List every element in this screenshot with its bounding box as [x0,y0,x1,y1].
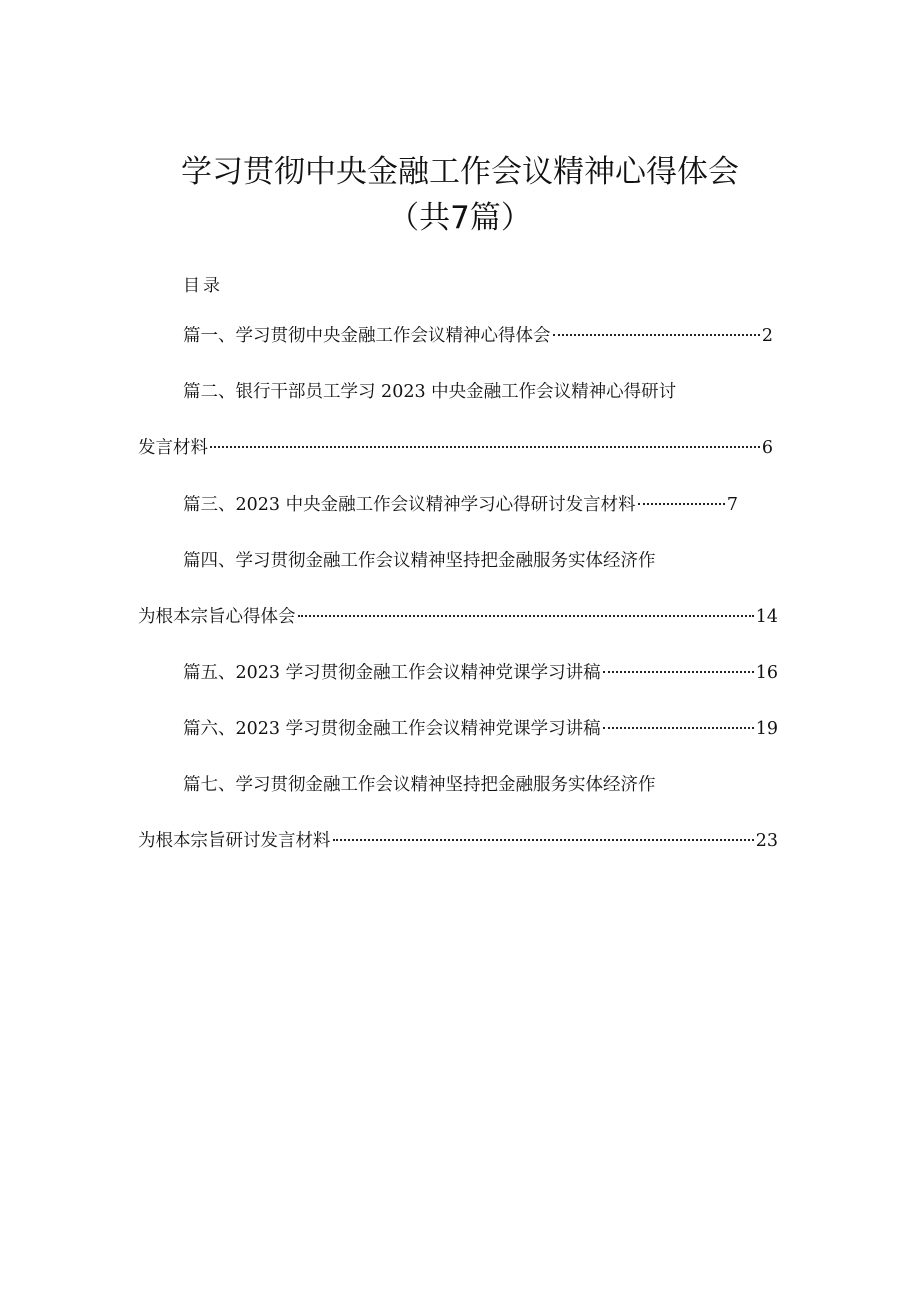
toc-entry-4[interactable] [138,604,778,630]
toc-entry-title: 篇三、2023 中央金融工作会议精神学习心得研讨发言材料 [183,495,636,515]
document-subtitle: （共7篇） [388,200,532,236]
toc-entry-title: 发言材料 [138,438,208,458]
document-title: 学习贯彻中央金融工作会议精神心得体会 [181,154,739,190]
toc-heading: 目录 [183,276,223,296]
toc-entry-title: 为根本宗旨心得体会 [138,607,296,627]
toc-entry-1[interactable] [183,323,773,349]
toc-leader-dots [638,503,725,505]
toc-leader-dots [603,727,754,729]
toc-entry-7-line1[interactable]: 篇七、学习贯彻金融工作会议精神坚持把金融服务实体经济作 [183,775,656,795]
toc-entry-title: 篇六、2023 学习贯彻金融工作会议精神党课学习讲稿 [183,719,601,739]
toc-entry-2[interactable] [138,435,773,461]
toc-page-number: 19 [755,719,778,739]
toc-page-number: 6 [761,438,773,458]
toc-page-number: 2 [761,326,773,346]
toc-entry-title: 为根本宗旨研讨发言材料 [138,831,331,851]
toc-page-number: 16 [755,663,778,683]
toc-leader-dots [333,839,754,841]
toc-leader-dots [210,446,760,448]
toc-leader-dots [603,671,754,673]
toc-entry-2-line1[interactable]: 篇二、银行干部员工学习 2023 中央金融工作会议精神心得研讨 [183,382,677,402]
toc-page-number: 14 [755,607,778,627]
toc-leader-dots [553,334,760,336]
toc-entry-title: 篇五、2023 学习贯彻金融工作会议精神党课学习讲稿 [183,663,601,683]
toc-page-number: 23 [755,831,778,851]
toc-entry-4-line1[interactable]: 篇四、学习贯彻金融工作会议精神坚持把金融服务实体经济作 [183,551,656,571]
toc-entry-6[interactable] [183,716,778,742]
toc-entry-3[interactable] [183,492,738,518]
toc-page-number: 7 [726,495,738,515]
toc-entry-title: 篇一、学习贯彻中央金融工作会议精神心得体会 [183,326,551,346]
toc-leader-dots [298,615,754,617]
toc-entry-7[interactable] [138,828,778,854]
toc-entry-5[interactable] [183,660,778,686]
